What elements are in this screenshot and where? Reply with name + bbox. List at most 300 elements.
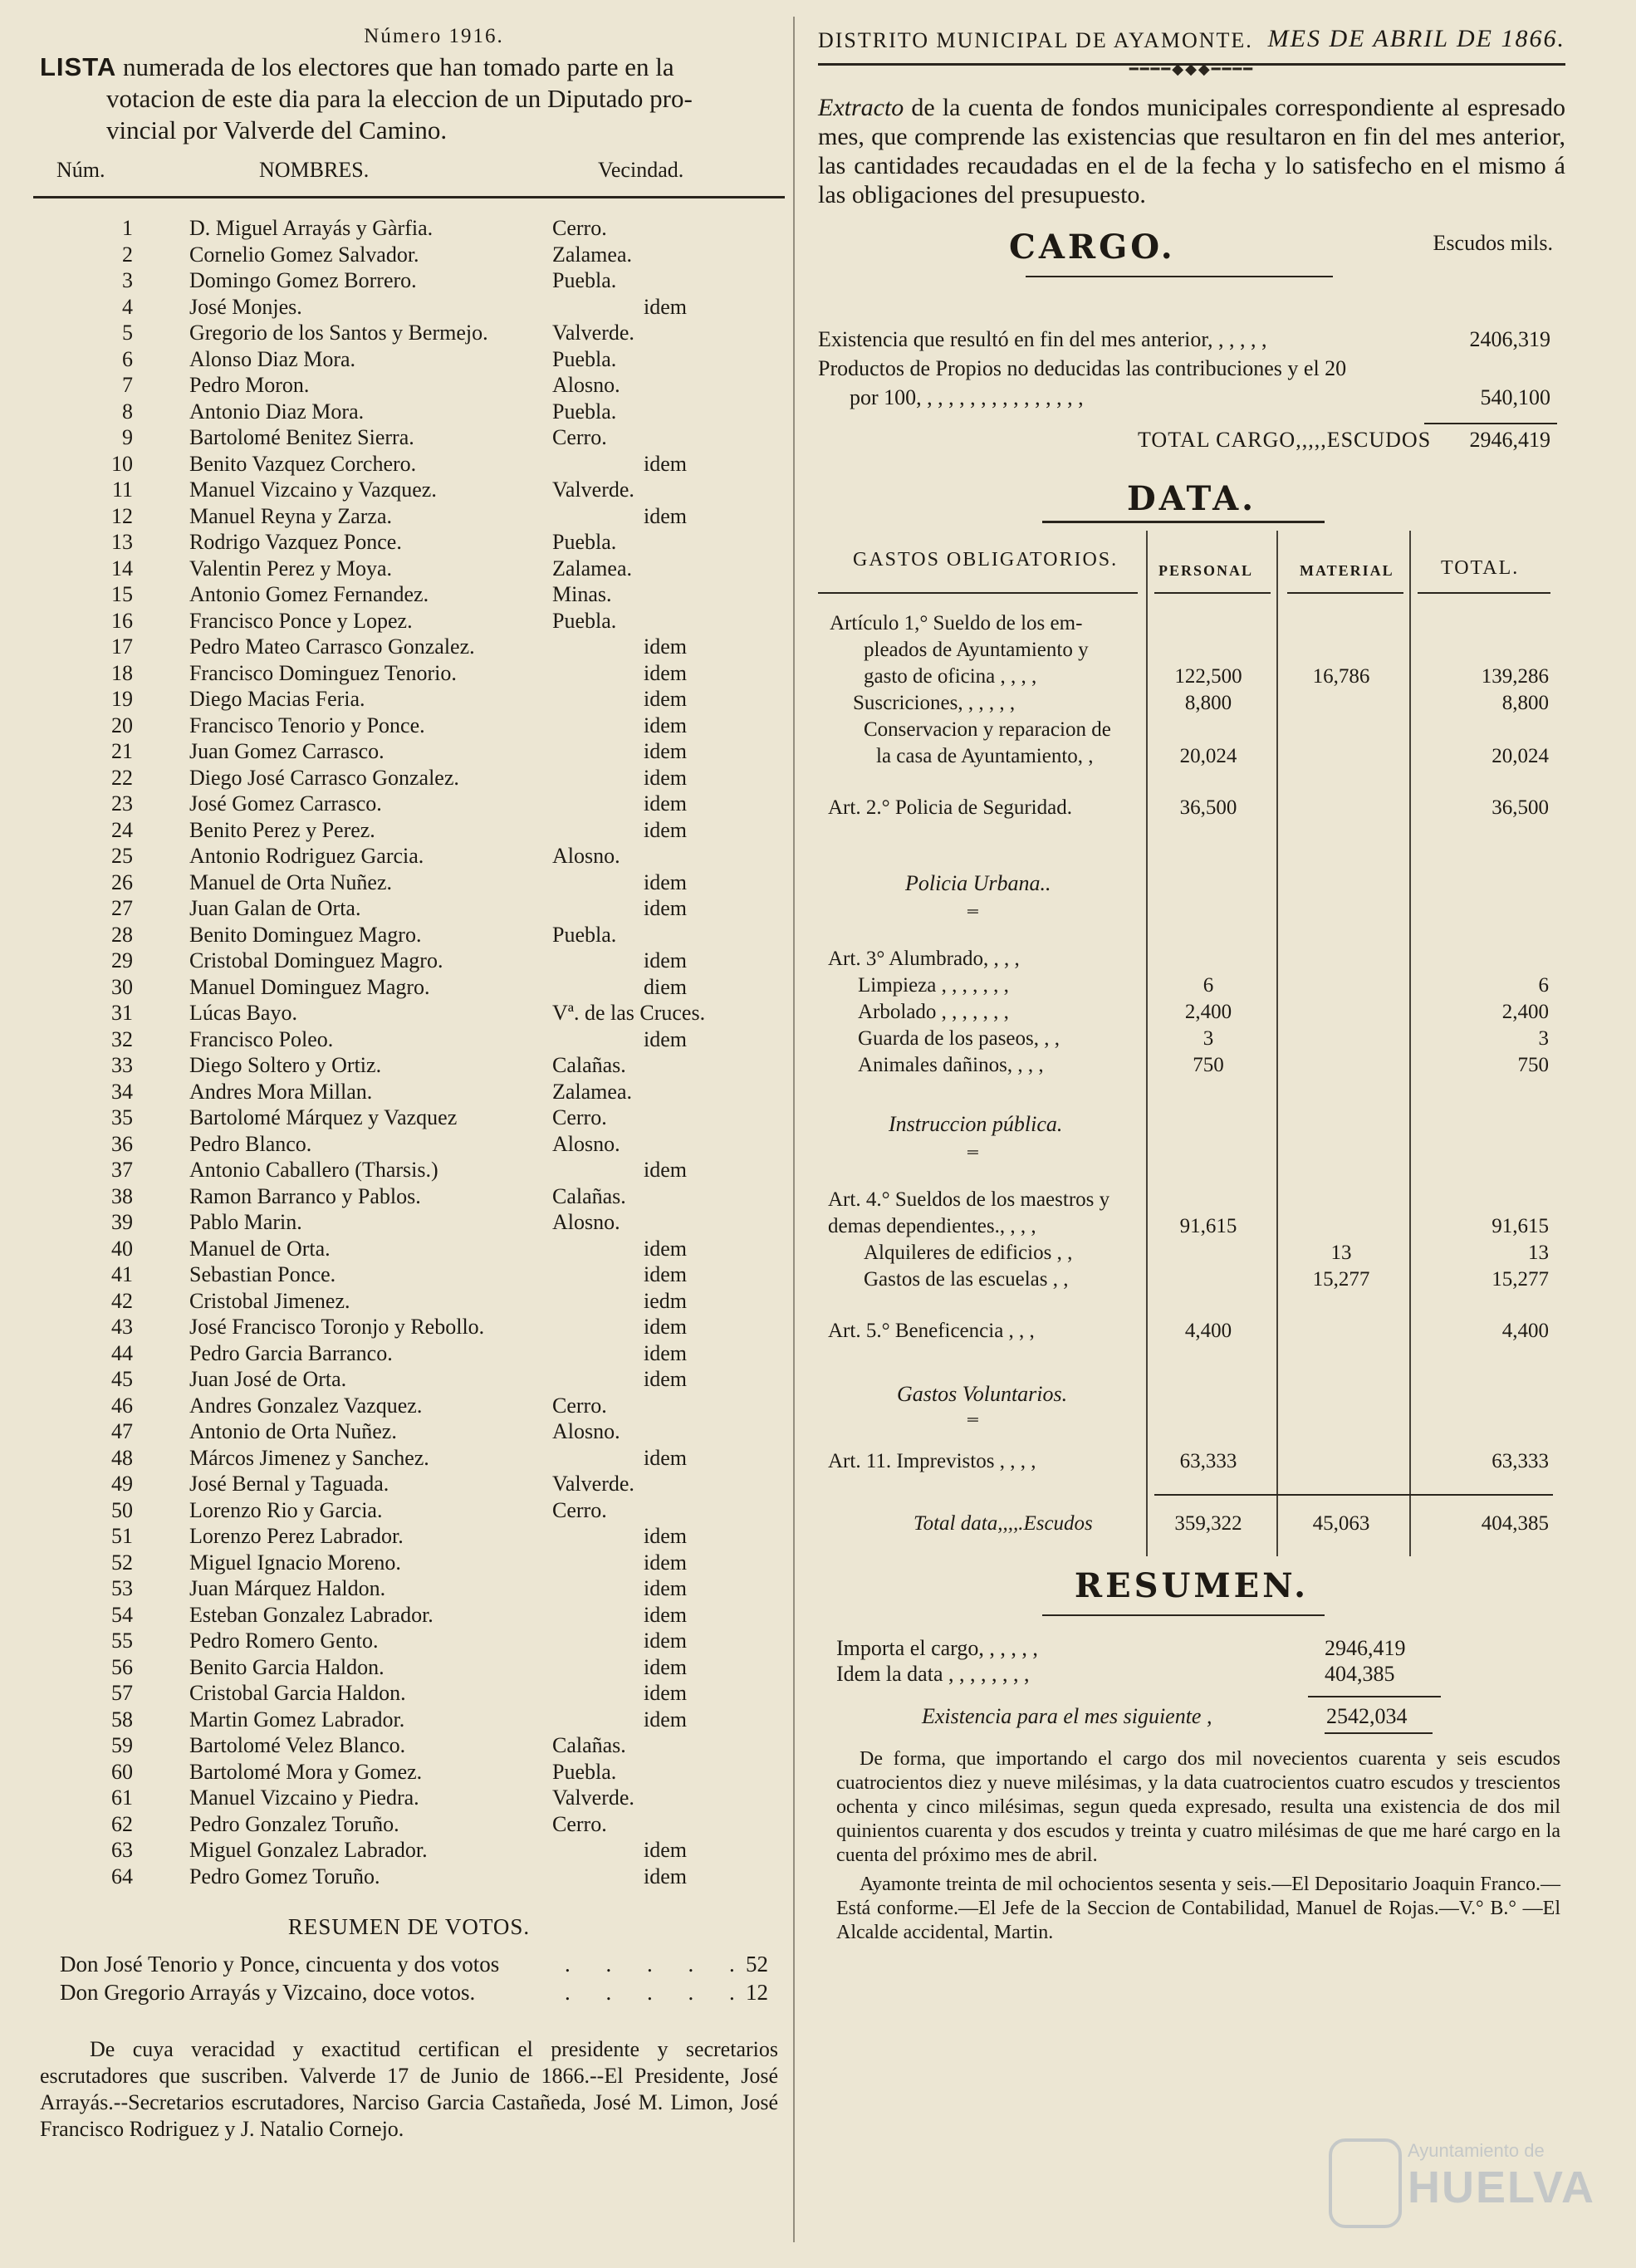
cell-total: 91,615	[1492, 1215, 1549, 1237]
voter-number: 10	[111, 451, 133, 476]
cell-total: 3	[1538, 1027, 1549, 1050]
row-desc: Art. 11. Imprevistos , , , ,	[828, 1450, 1036, 1472]
voter-row	[33, 660, 785, 687]
voter-row	[33, 581, 785, 608]
cell-material: 16,786	[1312, 665, 1370, 688]
voter-row	[33, 346, 785, 373]
total-cargo-rule	[1424, 423, 1557, 424]
vote-count: 12	[746, 1980, 768, 2005]
voter-name: Andres Mora Millan.	[189, 1079, 373, 1104]
voter-row	[33, 1026, 785, 1053]
resumen-amount: 404,385	[1325, 1662, 1395, 1686]
voter-number: 32	[111, 1026, 133, 1051]
voter-name: Domingo Gomez Borrero.	[189, 268, 417, 292]
watermark-line2: HUELVA	[1408, 2163, 1595, 2212]
left-column	[33, 25, 785, 2143]
voter-vecindad: Puebla.	[552, 608, 617, 633]
voter-name: Juan Galan de Orta.	[189, 896, 361, 920]
voter-row	[33, 1052, 785, 1079]
header-vecindad: Vecindad.	[598, 158, 684, 182]
voter-name: Juan José de Orta.	[189, 1367, 347, 1391]
data-row	[818, 1026, 1565, 1052]
voter-vecindad: idem	[644, 1681, 687, 1705]
data-row	[818, 610, 1565, 637]
voter-vecindad: Vª. de las Cruces.	[552, 1001, 706, 1025]
voter-row	[33, 1654, 785, 1681]
cell-total: 2,400	[1501, 1001, 1549, 1023]
voter-row	[33, 1680, 785, 1707]
table-head-rule	[1154, 592, 1271, 594]
voter-name: Francisco Poleo.	[189, 1026, 334, 1051]
cell-total: 15,277	[1492, 1268, 1549, 1291]
resumen-votos-title: RESUMEN DE VOTOS.	[287, 1914, 531, 1939]
header-names: NOMBRES.	[259, 158, 370, 182]
data-row	[818, 637, 1565, 664]
voter-number: 28	[111, 922, 133, 947]
voter-number: 14	[111, 556, 133, 580]
voter-row	[33, 1732, 785, 1759]
total-cargo-amount: 2946,419	[1469, 428, 1550, 452]
row-desc: demas dependientes., , , ,	[828, 1215, 1036, 1237]
voter-vecindad: idem	[644, 687, 687, 711]
cell-total: 8,800	[1501, 692, 1549, 714]
voter-row	[33, 1288, 785, 1315]
right-column	[818, 25, 1565, 1945]
total-data-label: Total data,,,,.Escudos	[914, 1512, 1093, 1535]
lista-title	[40, 51, 785, 146]
voter-row	[33, 1079, 785, 1105]
voter-vecindad: Calañas.	[552, 1183, 626, 1208]
voter-name: Juan Gomez Carrasco.	[189, 739, 385, 763]
voter-vecindad: idem	[644, 713, 687, 737]
data-table	[818, 531, 1565, 1556]
voter-number: 33	[111, 1053, 133, 1077]
voter-number: 12	[111, 503, 133, 528]
voter-vecindad: Valverde.	[552, 1472, 634, 1496]
voter-name: Martin Gomez Labrador.	[189, 1707, 405, 1732]
voter-name: Antonio Rodriguez Garcia.	[189, 844, 424, 868]
existencia-row	[818, 1696, 1565, 1732]
voter-vecindad: idem	[644, 1524, 687, 1548]
lista-title-line2: votacion de este dia para la eleccion de un Diputado pro-	[106, 84, 693, 113]
voter-name: Pedro Blanco.	[189, 1131, 312, 1156]
cell-total: 36,500	[1492, 796, 1549, 819]
issue-number: Número 1916.	[364, 25, 504, 47]
voter-number: 54	[111, 1602, 133, 1627]
voter-vecindad: idem	[644, 765, 687, 790]
voter-row	[33, 1707, 785, 1733]
voter-number: 56	[111, 1654, 133, 1679]
voter-number: 25	[111, 844, 133, 868]
existencia-rule	[1308, 1696, 1441, 1697]
voter-row	[33, 1131, 785, 1158]
voter-row	[33, 267, 785, 294]
data-row	[818, 972, 1565, 999]
voter-name: Valentin Perez y Moya.	[189, 556, 393, 580]
cell-material: 13	[1330, 1242, 1352, 1264]
table-head-rule	[818, 592, 1138, 594]
data-row	[818, 946, 1565, 972]
voter-name: Miguel Ignacio Moreno.	[189, 1550, 401, 1575]
resumen-label: Importa el cargo, , , , , ,	[836, 1636, 1038, 1660]
row-desc: Guarda de los paseos, , ,	[858, 1027, 1060, 1050]
voter-row	[33, 1837, 785, 1864]
voter-name: Ramon Barranco y Pablos.	[189, 1183, 421, 1208]
cargo-heading	[818, 228, 1565, 327]
voter-vecindad: Alosno.	[552, 844, 620, 868]
voter-row	[33, 242, 785, 268]
archive-watermark	[1329, 2122, 1595, 2246]
voter-vecindad: Minas.	[552, 582, 612, 606]
vote-result-row	[33, 1952, 785, 1980]
resumen-line	[818, 1662, 1565, 1688]
voter-number: 55	[111, 1629, 133, 1653]
voter-row	[33, 1550, 785, 1576]
col-material: MATERIAL	[1300, 562, 1394, 579]
voter-number: 17	[111, 634, 133, 659]
cell-material: 15,277	[1312, 1268, 1370, 1291]
voter-vecindad: idem	[644, 1340, 687, 1365]
voter-number: 19	[111, 687, 133, 711]
voter-number: 26	[111, 869, 133, 894]
cell-personal: 8,800	[1184, 692, 1232, 714]
voter-number: 22	[111, 765, 133, 790]
voter-vecindad: idem	[644, 503, 687, 528]
voter-name: Francisco Ponce y Lopez.	[189, 608, 413, 633]
data-row	[818, 1448, 1565, 1475]
voter-number: 4	[122, 294, 133, 319]
voter-number: 11	[111, 478, 133, 502]
vote-leader-dots: . . . . .	[565, 1952, 750, 1977]
voter-vecindad: iedm	[644, 1288, 687, 1313]
resumen-label: Idem la data , , , , , , , ,	[836, 1662, 1030, 1686]
row-desc: Art. 2.° Policia de Seguridad.	[828, 796, 1072, 819]
total-personal: 359,322	[1174, 1512, 1242, 1535]
voter-number: 8	[122, 399, 133, 424]
voter-name: Alonso Diaz Mora.	[189, 346, 356, 371]
voter-row	[33, 529, 785, 556]
voter-row	[33, 1366, 785, 1393]
extract-intro	[818, 93, 1565, 209]
voter-name: Manuel de Orta Nuñez.	[189, 869, 393, 894]
total-cargo-row	[818, 423, 1565, 464]
voter-name: Bartolomé Márquez y Vazquez	[189, 1105, 458, 1129]
voter-vecindad: idem	[644, 1367, 687, 1391]
voter-name: Esteban Gonzalez Labrador.	[189, 1602, 433, 1627]
cargo-rule	[1026, 276, 1333, 277]
row-desc: Art. 3° Alumbrado, , , ,	[828, 948, 1020, 970]
table-head-rule	[1287, 592, 1403, 594]
voter-name: Cornelio Gomez Salvador.	[189, 242, 419, 267]
voter-name: Márcos Jimenez y Sanchez.	[189, 1445, 429, 1470]
data-row	[818, 1240, 1565, 1266]
voter-vecindad: idem	[644, 1576, 687, 1600]
resumen-amount: 2946,419	[1325, 1636, 1406, 1660]
section-gastos-voluntarios: Gastos Voluntarios.	[897, 1382, 1068, 1406]
voter-row	[33, 477, 785, 503]
voter-number: 13	[111, 530, 133, 554]
voter-name: José Bernal y Taguada.	[189, 1472, 389, 1496]
voter-name: Bartolomé Benitez Sierra.	[189, 425, 414, 449]
closing-paragraph: De forma, que importando el cargo dos mil novecientos cuarenta y seis escudos cuatrocientos diez y nueve milésimas, y la data cuatrocientos cuatro escudos y trescientos ochenta y cinco milésimas, segun queda expresado, resulta una existencia de dos mil quinientos cuarenta y dos escudos y treinta y cuatro milésimas de que me haré cargo en la cuenta del próximo mes de abril.	[836, 1748, 1560, 1866]
voter-number: 20	[111, 713, 133, 737]
voter-name: Manuel Vizcaino y Vazquez.	[189, 478, 437, 502]
voter-vecindad: Puebla.	[552, 530, 617, 554]
voter-row	[33, 1418, 785, 1445]
cell-personal: 6	[1203, 974, 1214, 997]
cell-total: 63,333	[1492, 1450, 1549, 1472]
voter-number: 38	[111, 1183, 133, 1208]
cell-personal: 20,024	[1179, 745, 1237, 767]
voter-number: 43	[111, 1315, 133, 1339]
voter-row	[33, 1183, 785, 1210]
data-row	[818, 1266, 1565, 1293]
voter-row	[33, 399, 785, 425]
certification-text: De cuya veracidad y exactitud certifican el presidente y secretarios escrutadores que suscriben. Valverde 17 de Junio de 1866.--El Presidente, José Arrayás.--Secretarios escrutadores, Narciso Garcia Castañeda, José M. Limon, José Francisco Rodriguez y J. Natalio Cornejo.	[40, 2037, 778, 2141]
voter-vecindad: Alosno.	[552, 1419, 620, 1443]
voter-row	[33, 608, 785, 634]
voter-row	[33, 738, 785, 765]
voter-vecindad: idem	[644, 896, 687, 920]
voter-name: Manuel Reyna y Zarza.	[189, 503, 393, 528]
lista-title-rest: numerada de los electores que han tomado parte en la	[116, 52, 674, 81]
voter-vecindad: Puebla.	[552, 399, 617, 424]
section-policia-urbana: Policia Urbana..	[905, 871, 1051, 895]
row-desc: Artículo 1,° Sueldo de los em-	[830, 612, 1083, 634]
voter-name: Antonio Gomez Fernandez.	[189, 582, 429, 606]
cell-personal: 36,500	[1179, 796, 1237, 819]
section-instruccion-publica: Instruccion pública.	[889, 1112, 1063, 1136]
cargo-label: Productos de Propios no deducidas las contribuciones y el 20	[818, 356, 1347, 380]
voter-row	[33, 948, 785, 974]
cargo-amount: 2406,319	[1469, 327, 1550, 351]
header-num: Núm.	[56, 158, 105, 182]
voter-name: Antonio Caballero (Tharsis.)	[189, 1158, 438, 1182]
row-desc: pleados de Ayuntamiento y	[864, 639, 1089, 661]
row-desc: Art. 5.° Beneficencia , , ,	[828, 1320, 1035, 1342]
voter-vecindad: idem	[644, 660, 687, 685]
existencia-label: Existencia para el mes siguiente ,	[922, 1704, 1212, 1728]
watermark-line1: Ayuntamiento de	[1408, 2140, 1545, 2161]
voter-name: Benito Garcia Haldon.	[189, 1654, 385, 1679]
voter-row	[33, 817, 785, 844]
cargo-line	[818, 356, 1565, 385]
column-divider	[793, 17, 795, 2242]
voter-row	[33, 1209, 785, 1236]
voter-row	[33, 320, 785, 346]
district-header	[818, 25, 1565, 61]
cell-personal: 750	[1193, 1054, 1224, 1076]
ornament-divider: ━━━━◆◆◆━━━━	[1129, 61, 1255, 77]
voter-name: Gregorio de los Santos y Bermejo.	[189, 321, 488, 345]
voter-name: Diego Soltero y Ortiz.	[189, 1053, 382, 1077]
header-rule	[33, 196, 785, 198]
cell-total: 20,024	[1492, 745, 1549, 767]
voter-name: Diego José Carrasco Gonzalez.	[189, 765, 459, 790]
voter-vecindad: Cerro.	[552, 425, 607, 449]
voters-list	[33, 215, 785, 1889]
data-row	[818, 690, 1565, 717]
row-desc: Arbolado , , , , , , ,	[858, 1001, 1009, 1023]
voter-name: Francisco Tenorio y Ponce.	[189, 713, 425, 737]
voter-vecindad: idem	[644, 1445, 687, 1470]
voter-number: 52	[111, 1550, 133, 1575]
voter-name: Rodrigo Vazquez Ponce.	[189, 530, 402, 554]
voter-row	[33, 556, 785, 582]
voter-row	[33, 503, 785, 530]
data-row	[818, 1052, 1565, 1079]
total-total: 404,385	[1481, 1512, 1549, 1535]
voter-row	[33, 451, 785, 478]
voter-number: 15	[111, 582, 133, 606]
lista-title-line3: vincial por Valverde del Camino.	[106, 115, 448, 145]
voter-vecindad: idem	[644, 869, 687, 894]
voter-name: Pedro Romero Gento.	[189, 1629, 379, 1653]
voter-vecindad: Alosno.	[552, 1131, 620, 1156]
row-desc: Conservacion y reparacion de	[864, 718, 1111, 741]
voter-row	[33, 1811, 785, 1838]
voter-row	[33, 895, 785, 922]
voter-vecindad: Zalamea.	[552, 242, 632, 267]
voter-vecindad: idem	[644, 1550, 687, 1575]
voter-row	[33, 1628, 785, 1654]
voter-row	[33, 974, 785, 1001]
voter-vecindad: Cerro.	[552, 1811, 607, 1836]
data-title: DATA.	[1126, 479, 1257, 518]
cell-total: 13	[1528, 1242, 1549, 1264]
data-rule	[1042, 521, 1325, 523]
voter-vecindad: Valverde.	[552, 478, 634, 502]
voter-row	[33, 1759, 785, 1785]
voter-name: Cristobal Dominguez Magro.	[189, 948, 443, 972]
voter-number: 64	[111, 1864, 133, 1888]
voter-name: Antonio Diaz Mora.	[189, 399, 365, 424]
data-row	[818, 743, 1565, 770]
voter-number: 5	[122, 321, 133, 345]
voter-number: 7	[122, 373, 133, 397]
voter-name: Pedro Moron.	[189, 373, 310, 397]
cell-total: 750	[1517, 1054, 1549, 1076]
section-mark: ═	[967, 903, 978, 919]
col-total: TOTAL.	[1441, 557, 1520, 579]
voter-number: 37	[111, 1158, 133, 1182]
voter-number: 63	[111, 1838, 133, 1862]
voter-name: Cristobal Garcia Haldon.	[189, 1681, 406, 1705]
data-row	[818, 664, 1565, 690]
voter-name: Bartolomé Velez Blanco.	[189, 1733, 406, 1757]
voter-name: Benito Vazquez Corchero.	[189, 451, 417, 476]
voter-number: 39	[111, 1210, 133, 1234]
voter-vecindad: idem	[644, 1629, 687, 1653]
cell-personal: 3	[1203, 1027, 1214, 1050]
voter-vecindad: idem	[644, 451, 687, 476]
voter-row	[33, 1105, 785, 1131]
vote-result-row	[33, 1980, 785, 2008]
voter-number: 29	[111, 948, 133, 972]
voter-row	[33, 1261, 785, 1288]
voter-number: 44	[111, 1340, 133, 1365]
voter-number: 50	[111, 1497, 133, 1522]
voter-vecindad: Calañas.	[552, 1733, 626, 1757]
voter-name: Francisco Dominguez Tenorio.	[189, 660, 457, 685]
voter-vecindad: idem	[644, 1262, 687, 1286]
voter-number: 60	[111, 1759, 133, 1784]
voter-name: Benito Perez y Perez.	[189, 817, 375, 842]
voter-name: Bartolomé Mora y Gomez.	[189, 1759, 423, 1784]
voter-name: Lúcas Bayo.	[189, 1001, 297, 1025]
voter-row	[33, 686, 785, 713]
voter-vecindad: idem	[644, 1654, 687, 1679]
voter-vecindad: idem	[644, 634, 687, 659]
voter-row	[33, 294, 785, 321]
voter-number: 36	[111, 1131, 133, 1156]
cargo-line	[818, 385, 1565, 414]
voter-name: José Gomez Carrasco.	[189, 791, 382, 816]
voter-name: Andres Gonzalez Vazquez.	[189, 1393, 423, 1418]
section-mark: ═	[967, 1144, 978, 1160]
voter-row	[33, 424, 785, 451]
row-desc: la casa de Ayuntamiento, ,	[876, 745, 1094, 767]
voter-number: 6	[122, 346, 133, 371]
voter-name: Pablo Marin.	[189, 1210, 302, 1234]
voter-vecindad: Zalamea.	[552, 1079, 632, 1104]
resumen-rule	[1042, 1614, 1325, 1616]
voter-name: Manuel Vizcaino y Piedra.	[189, 1785, 419, 1810]
voter-vecindad: idem	[644, 1707, 687, 1732]
row-desc: Gastos de las escuelas , ,	[864, 1268, 1069, 1291]
voter-row	[33, 634, 785, 660]
vote-candidate: Don Gregorio Arrayás y Vizcaino, doce votos.	[60, 1980, 476, 2005]
voter-row	[33, 1602, 785, 1629]
voter-number: 46	[111, 1393, 133, 1418]
voter-vecindad: idem	[644, 1315, 687, 1339]
voter-vecindad: Alosno.	[552, 373, 620, 397]
voters-header	[33, 158, 785, 191]
voter-name: Cristobal Jimenez.	[189, 1288, 350, 1313]
voter-row	[33, 1393, 785, 1419]
voter-vecindad: Alosno.	[552, 1210, 620, 1234]
voter-vecindad: idem	[644, 294, 687, 319]
row-desc: Alquileres de edificios , ,	[864, 1242, 1073, 1264]
vote-candidate: Don José Tenorio y Ponce, cincuenta y dos votos	[60, 1952, 500, 1977]
voter-row	[33, 791, 785, 817]
voter-number: 16	[111, 608, 133, 633]
voter-name: Lorenzo Rio y Garcia.	[189, 1497, 383, 1522]
voter-vecindad: Puebla.	[552, 1759, 617, 1784]
data-heading	[818, 473, 1565, 531]
voter-name: Pedro Garcia Barranco.	[189, 1340, 393, 1365]
voter-number: 3	[122, 268, 133, 292]
report-month: MES DE ABRIL DE 1866.	[1267, 25, 1565, 52]
voter-number: 41	[111, 1262, 133, 1286]
voter-row	[33, 1864, 785, 1890]
section-mark: ═	[967, 1411, 978, 1428]
cargo-label: Existencia que resultó en fin del mes anterior, , , , , ,	[818, 327, 1267, 351]
voter-row	[33, 1785, 785, 1811]
voter-row	[33, 1236, 785, 1262]
voter-row	[33, 922, 785, 948]
col-gastos-obligatorios: GASTOS OBLIGATORIOS.	[853, 549, 1119, 571]
existencia-amount: 2542,034	[1326, 1704, 1408, 1728]
voter-vecindad: Cerro.	[552, 1105, 607, 1129]
voter-vecindad: Cerro.	[552, 1393, 607, 1418]
voter-vecindad: idem	[644, 1602, 687, 1627]
cell-total: 139,286	[1481, 665, 1549, 688]
resumen-title: RESUMEN.	[1074, 1566, 1310, 1605]
col-personal: PERSONAL	[1158, 562, 1254, 579]
voter-number: 61	[111, 1785, 133, 1810]
voter-vecindad: Valverde.	[552, 321, 634, 345]
